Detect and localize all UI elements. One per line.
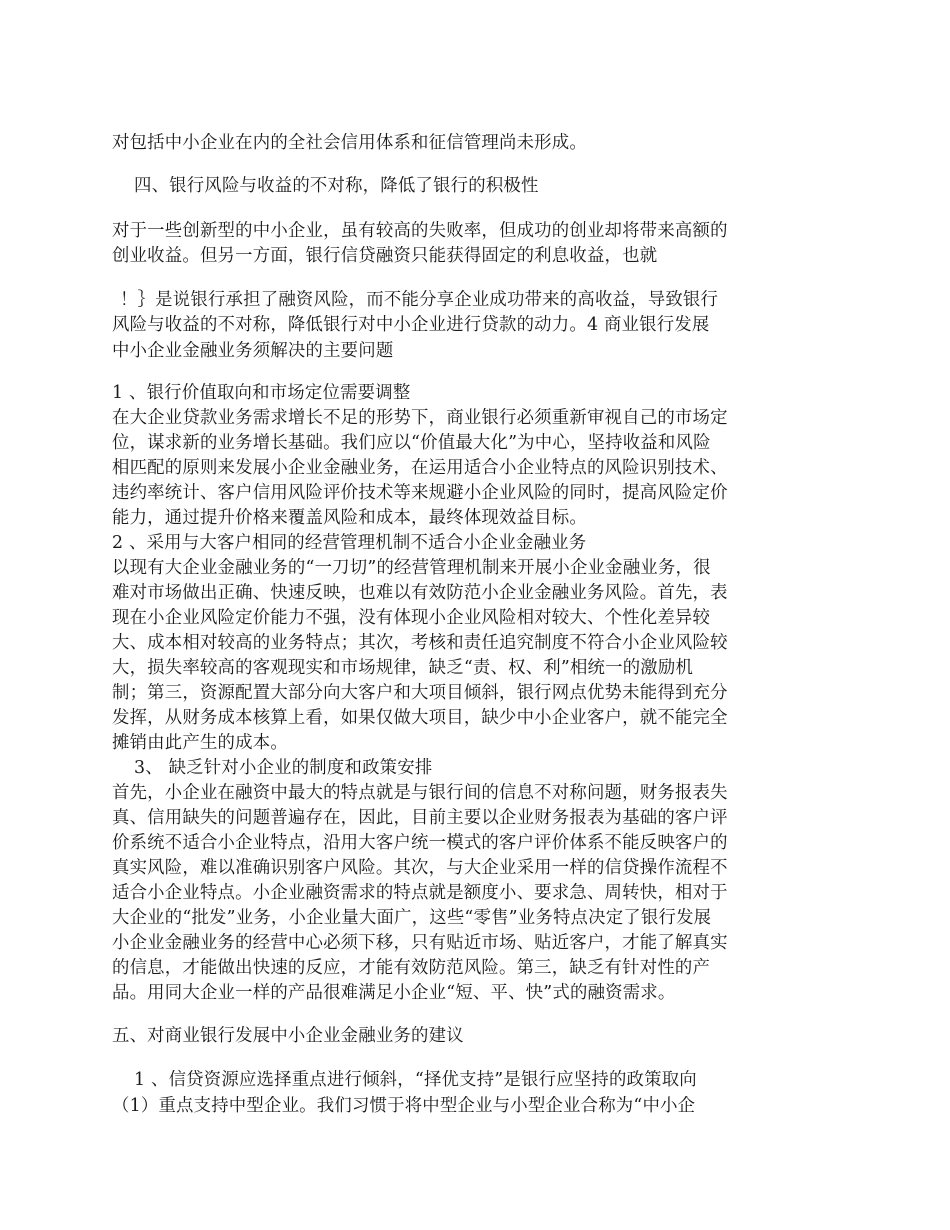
- section-heading: 四、银行风险与收益的不对称，降低了银行的积极性: [134, 176, 539, 196]
- text-line: 在大企业贷款业务需求增长不足的形势下，商业银行必须重新审视自己的市场定: [112, 408, 728, 428]
- text-line: 价系统不适合小企业特点，沿用大客户统一模式的客户评价体系不能反映客户的: [112, 833, 728, 853]
- text-line: 真实风险，难以准确识别客户风险。其次，与大企业采用一样的信贷操作流程不: [112, 858, 728, 878]
- text-line: （1）重点支持中型企业。我们习惯于将中型企业与小型企业合称为“中小企: [112, 1096, 696, 1116]
- text-line: 能力，通过提升价格来覆盖风险和成本，最终体现效益目标。: [112, 508, 587, 528]
- text-line: 的信息，才能做出快速的反应，才能有效防范风险。第三，缺乏有针对性的产: [112, 958, 711, 978]
- text-line: 位，谋求新的业务增长基础。我们应以“价值最大化”为中心，坚持收益和风险: [112, 433, 711, 453]
- text-line: 风险与收益的不对称，降低银行对中小企业进行贷款的动力。4 商业银行发展: [112, 315, 710, 335]
- text-line: 现在小企业风险定价能力不强，没有体现小企业风险相对较大、个性化差异较: [112, 608, 711, 628]
- text-line: 小企业金融业务的经营中心必须下移，只有贴近市场、贴近客户，才能了解真实: [112, 933, 728, 953]
- text-line: 适合小企业特点。小企业融资需求的特点就是额度小、要求急、周转快，相对于: [112, 883, 728, 903]
- text-line: 中小企业金融业务须解决的主要问题: [112, 341, 394, 361]
- text-line: 大，损失率较高的客观现实和市场规律，缺乏“责、权、利”相统一的激励机: [112, 658, 694, 678]
- section-heading: 五、对商业银行发展中小企业金融业务的建议: [112, 1026, 464, 1046]
- subsection-heading: 3、 缺乏针对小企业的制度和政策安排: [134, 758, 433, 778]
- text-line: 相匹配的原则来发展小企业金融业务，在运用适合小企业特点的风险识别技术、: [112, 458, 728, 478]
- text-line: 首先，小企业在融资中最大的特点就是与银行间的信息不对称问题，财务报表失: [112, 783, 728, 803]
- text-line: 品。用同大企业一样的产品很难满足小企业“短、平、快”式的融资需求。: [112, 983, 676, 1003]
- text-line: 创业收益。但另一方面，银行信贷融资只能获得固定的利息收益，也就: [112, 246, 658, 266]
- text-line: 以现有大企业金融业务的“一刀切”的经营管理机制来开展小企业金融业务，很: [112, 558, 711, 578]
- subsection-heading: 1 、银行价值取向和市场定位需要调整: [112, 383, 411, 403]
- text-line: 真、信用缺失的问题普遍存在，因此，目前主要以企业财务报表为基础的客户评: [112, 808, 728, 828]
- text-line: 制；第三，资源配置大部分向大客户和大项目倾斜，银行网点优势未能得到充分: [112, 683, 728, 703]
- text-line: 难对市场做出正确、快速反映，也难以有效防范小企业金融业务风险。首先，表: [112, 583, 728, 603]
- subsection-heading: 2 、采用与大客户相同的经营管理机制不适合小企业金融业务: [112, 533, 587, 553]
- text-line: 大、成本相对较高的业务特点；其次，考核和责任追究制度不符合小企业风险较: [112, 633, 728, 653]
- text-line: ！｝是说银行承担了融资风险，而不能分享企业成功带来的高收益，导致银行: [120, 290, 719, 310]
- text-line: 对于一些创新型的中小企业，虽有较高的失败率，但成功的创业却将带来高额的: [112, 221, 728, 241]
- subsection-heading: 1 、信贷资源应选择重点进行倾斜，“择优支持”是银行应坚持的政策取向: [134, 1070, 697, 1090]
- text-line: 发挥，从财务成本核算上看，如果仅做大项目，缺少中小企业客户，就不能完全: [112, 708, 728, 728]
- text-line: 违约率统计、客户信用风险评价技术等来规避小企业风险的同时，提高风险定价: [112, 483, 728, 503]
- text-line: 大企业的“批发”业务，小企业量大面广，这些“零售”业务特点决定了银行发展: [112, 908, 712, 928]
- text-line: 摊销由此产生的成本。: [112, 733, 288, 753]
- text-line: 对包括中小企业在内的全社会信用体系和征信管理尚未形成。: [112, 133, 587, 153]
